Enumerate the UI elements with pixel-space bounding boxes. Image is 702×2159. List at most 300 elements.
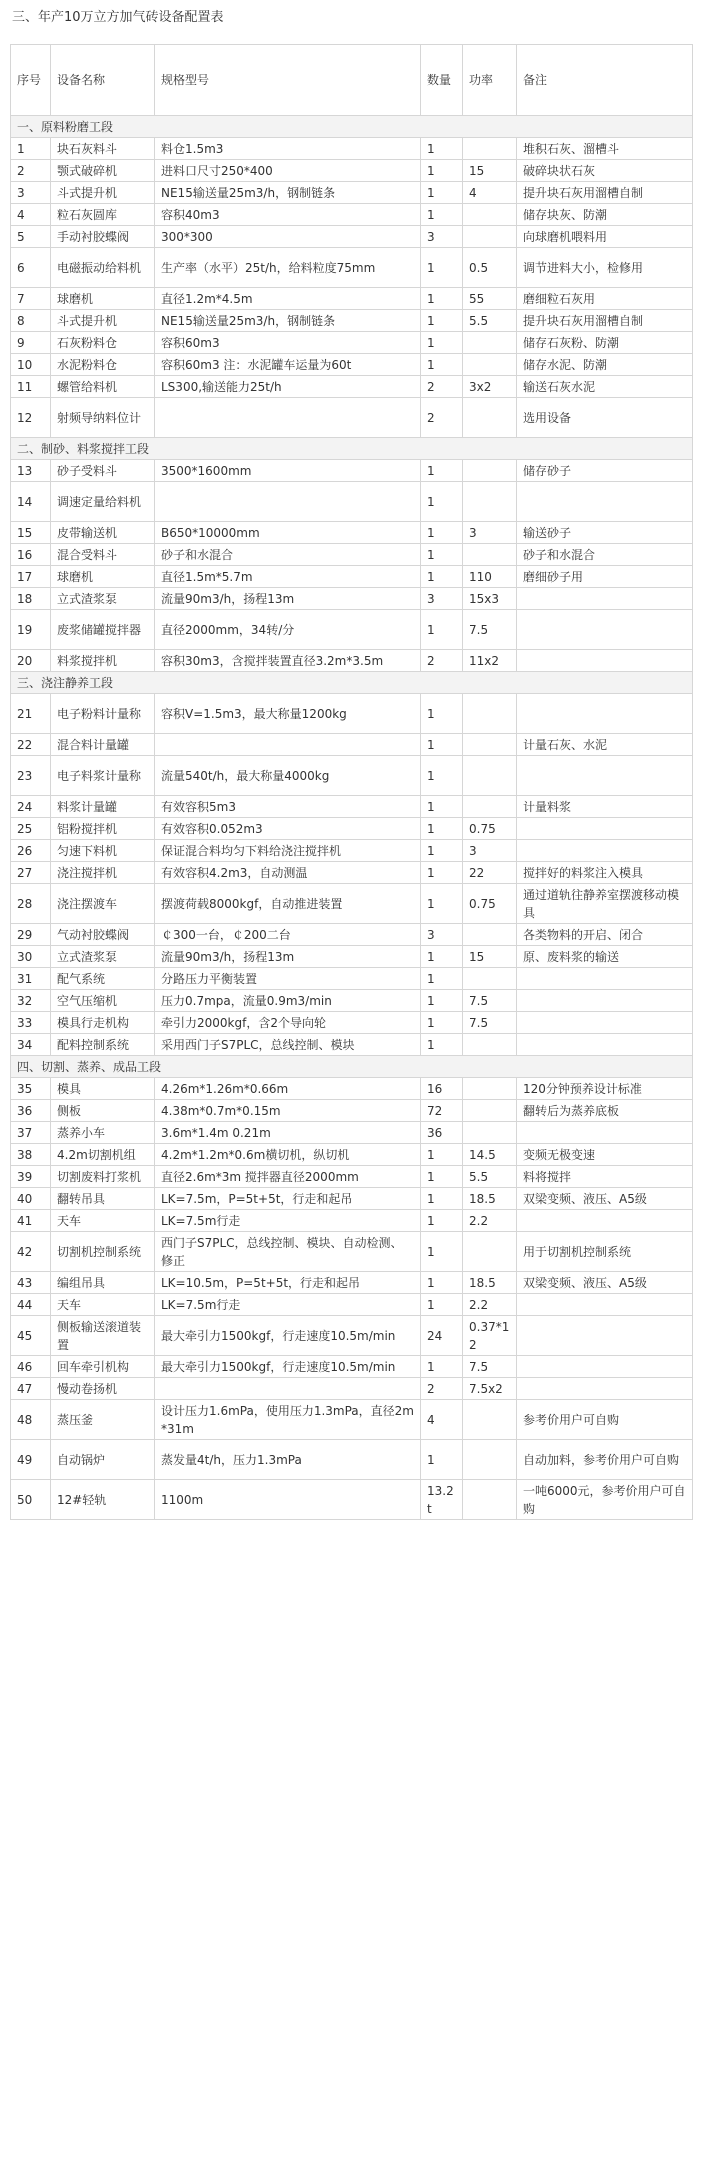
- cell-index: 4: [11, 204, 51, 226]
- cell-name: 电子粉料计量称: [51, 694, 155, 734]
- cell-power: [463, 204, 517, 226]
- cell-spec: 4.2m*1.2m*0.6m横切机，纵切机: [155, 1144, 421, 1166]
- cell-name: 球磨机: [51, 288, 155, 310]
- cell-spec: 有效容积0.052m3: [155, 818, 421, 840]
- cell-power: [463, 460, 517, 482]
- cell-note: 输送砂子: [517, 522, 693, 544]
- cell-quantity: 1: [421, 332, 463, 354]
- cell-index: 14: [11, 482, 51, 522]
- section-title: 三、浇注静养工段: [11, 672, 693, 694]
- cell-power: 5.5: [463, 310, 517, 332]
- cell-note: 储存石灰粉、防潮: [517, 332, 693, 354]
- table-row: [11, 482, 693, 522]
- cell-quantity: 72: [421, 1100, 463, 1122]
- cell-name: 蒸压釜: [51, 1400, 155, 1440]
- table-row: [11, 310, 693, 332]
- cell-power: 7.5: [463, 1356, 517, 1378]
- cell-quantity: 1: [421, 1034, 463, 1056]
- cell-spec: LK=7.5m，P=5t+5t，行走和起吊: [155, 1188, 421, 1210]
- cell-quantity: 2: [421, 650, 463, 672]
- cell-index: 35: [11, 1078, 51, 1100]
- cell-spec: 1100m: [155, 1480, 421, 1520]
- cell-index: 26: [11, 840, 51, 862]
- cell-index: 7: [11, 288, 51, 310]
- cell-note: 变频无极变速: [517, 1144, 693, 1166]
- cell-quantity: 1: [421, 946, 463, 968]
- table-row: [11, 924, 693, 946]
- section-title: 四、切割、蒸养、成品工段: [11, 1056, 693, 1078]
- table-row: [11, 1100, 693, 1122]
- cell-index: 46: [11, 1356, 51, 1378]
- table-row: [11, 332, 693, 354]
- header-note: 备注: [517, 45, 693, 116]
- header-spec: 规格型号: [155, 45, 421, 116]
- cell-name: 配气系统: [51, 968, 155, 990]
- cell-spec: 直径1.5m*5.7m: [155, 566, 421, 588]
- cell-quantity: 1: [421, 818, 463, 840]
- cell-spec: 容积60m3: [155, 332, 421, 354]
- cell-power: 15: [463, 946, 517, 968]
- cell-power: 3: [463, 840, 517, 862]
- cell-power: 22: [463, 862, 517, 884]
- table-row: [11, 610, 693, 650]
- cell-power: [463, 1034, 517, 1056]
- cell-spec: 砂子和水混合: [155, 544, 421, 566]
- cell-spec: 有效容积5m3: [155, 796, 421, 818]
- cell-spec: LK=10.5m，P=5t+5t，行走和起吊: [155, 1272, 421, 1294]
- cell-name: 立式渣浆泵: [51, 946, 155, 968]
- cell-power: [463, 796, 517, 818]
- cell-index: 18: [11, 588, 51, 610]
- cell-power: 3: [463, 522, 517, 544]
- table-row: [11, 288, 693, 310]
- cell-quantity: 1: [421, 1232, 463, 1272]
- cell-note: 双梁变频、液压、A5级: [517, 1188, 693, 1210]
- cell-index: 34: [11, 1034, 51, 1056]
- cell-note: [517, 482, 693, 522]
- cell-quantity: 1: [421, 1440, 463, 1480]
- cell-spec: 蒸发量4t/h，压力1.3mPa: [155, 1440, 421, 1480]
- cell-quantity: 1: [421, 204, 463, 226]
- cell-note: 储存块灰、防潮: [517, 204, 693, 226]
- cell-index: 40: [11, 1188, 51, 1210]
- table-row: [11, 1440, 693, 1480]
- table-row: [11, 1480, 693, 1520]
- cell-note: 选用设备: [517, 398, 693, 438]
- cell-power: 7.5: [463, 1012, 517, 1034]
- cell-power: [463, 1122, 517, 1144]
- cell-name: 斗式提升机: [51, 182, 155, 204]
- equipment-table: [10, 44, 693, 1520]
- cell-index: 45: [11, 1316, 51, 1356]
- cell-note: [517, 1378, 693, 1400]
- cell-note: [517, 588, 693, 610]
- cell-quantity: 1: [421, 1294, 463, 1316]
- cell-spec: 料仓1.5m3: [155, 138, 421, 160]
- cell-name: 回车牵引机构: [51, 1356, 155, 1378]
- cell-name: 模具: [51, 1078, 155, 1100]
- cell-note: [517, 990, 693, 1012]
- cell-index: 22: [11, 734, 51, 756]
- cell-name: 砂子受料斗: [51, 460, 155, 482]
- table-row: [11, 376, 693, 398]
- cell-power: [463, 482, 517, 522]
- cell-power: 55: [463, 288, 517, 310]
- cell-note: 搅拌好的料浆注入模具: [517, 862, 693, 884]
- cell-quantity: 1: [421, 796, 463, 818]
- cell-name: 浇注搅拌机: [51, 862, 155, 884]
- cell-quantity: 1: [421, 288, 463, 310]
- cell-note: [517, 694, 693, 734]
- cell-spec: 4.38m*0.7m*0.15m: [155, 1100, 421, 1122]
- cell-name: 料浆搅拌机: [51, 650, 155, 672]
- section-title: 一、原料粉磨工段: [11, 116, 693, 138]
- cell-name: 配料控制系统: [51, 1034, 155, 1056]
- cell-note: 计量石灰、水泥: [517, 734, 693, 756]
- table-header-row: [11, 45, 693, 116]
- section-title: 二、制砂、料浆搅拌工段: [11, 438, 693, 460]
- cell-spec: 有效容积4.2m3，自动测温: [155, 862, 421, 884]
- cell-index: 23: [11, 756, 51, 796]
- cell-name: 切割废料打浆机: [51, 1166, 155, 1188]
- cell-spec: 设计压力1.6mPa，使用压力1.3mPa，直径2m*31m: [155, 1400, 421, 1440]
- cell-spec: 直径2000mm，34转/分: [155, 610, 421, 650]
- cell-power: [463, 968, 517, 990]
- table-row: [11, 968, 693, 990]
- cell-index: 31: [11, 968, 51, 990]
- cell-power: 15: [463, 160, 517, 182]
- cell-quantity: 1: [421, 310, 463, 332]
- table-row: [11, 1210, 693, 1232]
- cell-spec: 压力0.7mpa，流量0.9m3/min: [155, 990, 421, 1012]
- cell-quantity: 1: [421, 610, 463, 650]
- cell-quantity: 1: [421, 566, 463, 588]
- cell-note: [517, 1210, 693, 1232]
- cell-index: 3: [11, 182, 51, 204]
- cell-power: 18.5: [463, 1188, 517, 1210]
- cell-name: 球磨机: [51, 566, 155, 588]
- cell-power: 18.5: [463, 1272, 517, 1294]
- table-row: [11, 1166, 693, 1188]
- cell-index: 15: [11, 522, 51, 544]
- cell-power: [463, 354, 517, 376]
- cell-index: 43: [11, 1272, 51, 1294]
- cell-name: 模具行走机构: [51, 1012, 155, 1034]
- table-row: [11, 1400, 693, 1440]
- cell-quantity: 24: [421, 1316, 463, 1356]
- cell-note: 储存砂子: [517, 460, 693, 482]
- cell-index: 20: [11, 650, 51, 672]
- cell-index: 41: [11, 1210, 51, 1232]
- cell-name: 螺管给料机: [51, 376, 155, 398]
- table-row: [11, 818, 693, 840]
- cell-name: 粒石灰圆库: [51, 204, 155, 226]
- table-row: [11, 544, 693, 566]
- cell-name: 4.2m切割机组: [51, 1144, 155, 1166]
- cell-spec: 3500*1600mm: [155, 460, 421, 482]
- cell-power: [463, 1480, 517, 1520]
- table-row: [11, 398, 693, 438]
- cell-note: [517, 756, 693, 796]
- cell-quantity: 1: [421, 182, 463, 204]
- cell-index: 38: [11, 1144, 51, 1166]
- cell-quantity: 1: [421, 544, 463, 566]
- cell-name: 天车: [51, 1294, 155, 1316]
- cell-quantity: 1: [421, 884, 463, 924]
- cell-spec: 分路压力平衡装置: [155, 968, 421, 990]
- cell-power: [463, 1078, 517, 1100]
- cell-name: 电子料浆计量称: [51, 756, 155, 796]
- cell-spec: 流量540t/h，最大称量4000kg: [155, 756, 421, 796]
- table-row: [11, 204, 693, 226]
- cell-name: 立式渣浆泵: [51, 588, 155, 610]
- cell-note: 向球磨机喂料用: [517, 226, 693, 248]
- cell-index: 8: [11, 310, 51, 332]
- cell-quantity: 13.2t: [421, 1480, 463, 1520]
- cell-note: 砂子和水混合: [517, 544, 693, 566]
- table-row: [11, 884, 693, 924]
- cell-quantity: 1: [421, 160, 463, 182]
- cell-note: [517, 840, 693, 862]
- table-row: [11, 1188, 693, 1210]
- cell-quantity: 1: [421, 990, 463, 1012]
- cell-index: 39: [11, 1166, 51, 1188]
- cell-note: [517, 1294, 693, 1316]
- cell-quantity: 1: [421, 1188, 463, 1210]
- cell-power: 7.5: [463, 610, 517, 650]
- cell-name: 切割机控制系统: [51, 1232, 155, 1272]
- cell-power: [463, 924, 517, 946]
- cell-name: 翻转吊具: [51, 1188, 155, 1210]
- cell-spec: 生产率（水平）25t/h，给料粒度75mm: [155, 248, 421, 288]
- cell-name: 块石灰料斗: [51, 138, 155, 160]
- section-row: [11, 116, 693, 138]
- cell-name: 混合受料斗: [51, 544, 155, 566]
- cell-name: 料浆计量罐: [51, 796, 155, 818]
- cell-name: 皮带输送机: [51, 522, 155, 544]
- cell-name: 石灰粉料仓: [51, 332, 155, 354]
- cell-index: 25: [11, 818, 51, 840]
- cell-spec: 最大牵引力1500kgf，行走速度10.5m/min: [155, 1356, 421, 1378]
- cell-note: 一吨6000元，参考价用户可自购: [517, 1480, 693, 1520]
- cell-power: 110: [463, 566, 517, 588]
- cell-name: 气动衬胶蝶阀: [51, 924, 155, 946]
- cell-quantity: 3: [421, 226, 463, 248]
- cell-quantity: 1: [421, 1210, 463, 1232]
- cell-index: 17: [11, 566, 51, 588]
- cell-note: 用于切割机控制系统: [517, 1232, 693, 1272]
- cell-spec: 容积40m3: [155, 204, 421, 226]
- cell-spec: 西门子S7PLC，总线控制、模块、自动检测、修正: [155, 1232, 421, 1272]
- cell-index: 19: [11, 610, 51, 650]
- cell-index: 36: [11, 1100, 51, 1122]
- cell-quantity: 1: [421, 1272, 463, 1294]
- cell-quantity: 1: [421, 248, 463, 288]
- cell-note: 120分钟预养设计标准: [517, 1078, 693, 1100]
- cell-spec: [155, 734, 421, 756]
- cell-power: 3x2: [463, 376, 517, 398]
- cell-spec: 4.26m*1.26m*0.66m: [155, 1078, 421, 1100]
- table-row: [11, 840, 693, 862]
- cell-note: 磨细粒石灰用: [517, 288, 693, 310]
- cell-note: [517, 1012, 693, 1034]
- table-row: [11, 1378, 693, 1400]
- cell-power: 0.75: [463, 884, 517, 924]
- cell-quantity: 2: [421, 376, 463, 398]
- cell-quantity: 1: [421, 968, 463, 990]
- cell-name: 混合料计量罐: [51, 734, 155, 756]
- cell-spec: NE15输送量25m3/h，钢制链条: [155, 310, 421, 332]
- cell-note: [517, 650, 693, 672]
- table-row: [11, 226, 693, 248]
- cell-note: 各类物料的开启、闭合: [517, 924, 693, 946]
- cell-quantity: 1: [421, 694, 463, 734]
- table-row: [11, 990, 693, 1012]
- cell-index: 9: [11, 332, 51, 354]
- table-row: [11, 734, 693, 756]
- cell-spec: LK=7.5m行走: [155, 1294, 421, 1316]
- cell-name: 电磁振动给料机: [51, 248, 155, 288]
- cell-note: 磨细砂子用: [517, 566, 693, 588]
- cell-note: [517, 1034, 693, 1056]
- cell-index: 5: [11, 226, 51, 248]
- cell-power: [463, 694, 517, 734]
- cell-index: 37: [11, 1122, 51, 1144]
- cell-quantity: 1: [421, 138, 463, 160]
- cell-power: [463, 1100, 517, 1122]
- cell-index: 48: [11, 1400, 51, 1440]
- header-name: 设备名称: [51, 45, 155, 116]
- table-row: [11, 756, 693, 796]
- cell-name: 水泥粉料仓: [51, 354, 155, 376]
- cell-index: 33: [11, 1012, 51, 1034]
- cell-power: [463, 226, 517, 248]
- cell-power: [463, 1400, 517, 1440]
- cell-index: 47: [11, 1378, 51, 1400]
- cell-index: 21: [11, 694, 51, 734]
- cell-note: 储存水泥、防潮: [517, 354, 693, 376]
- cell-quantity: 2: [421, 1378, 463, 1400]
- cell-index: 49: [11, 1440, 51, 1480]
- table-row: [11, 138, 693, 160]
- cell-quantity: 1: [421, 756, 463, 796]
- cell-power: [463, 332, 517, 354]
- cell-note: 原、废料浆的输送: [517, 946, 693, 968]
- cell-note: 通过道轨往静养室摆渡移动模具: [517, 884, 693, 924]
- table-row: [11, 1316, 693, 1356]
- cell-quantity: 1: [421, 522, 463, 544]
- cell-spec: LK=7.5m行走: [155, 1210, 421, 1232]
- cell-name: 侧板输送滚道装置: [51, 1316, 155, 1356]
- cell-quantity: 1: [421, 482, 463, 522]
- cell-note: [517, 1316, 693, 1356]
- cell-note: 自动加料，参考价用户可自购: [517, 1440, 693, 1480]
- cell-quantity: 1: [421, 840, 463, 862]
- cell-note: 堆积石灰、溜槽斗: [517, 138, 693, 160]
- cell-quantity: 3: [421, 588, 463, 610]
- table-row: [11, 1294, 693, 1316]
- cell-spec: 容积30m3，含搅拌装置直径3.2m*3.5m: [155, 650, 421, 672]
- cell-spec: 300*300: [155, 226, 421, 248]
- cell-quantity: 4: [421, 1400, 463, 1440]
- cell-name: 铝粉搅拌机: [51, 818, 155, 840]
- cell-power: 7.5x2: [463, 1378, 517, 1400]
- cell-power: [463, 734, 517, 756]
- cell-spec: [155, 1378, 421, 1400]
- cell-spec: [155, 482, 421, 522]
- cell-power: 5.5: [463, 1166, 517, 1188]
- cell-power: [463, 1440, 517, 1480]
- cell-name: 侧板: [51, 1100, 155, 1122]
- cell-power: [463, 398, 517, 438]
- cell-power: [463, 138, 517, 160]
- table-row: [11, 1122, 693, 1144]
- table-row: [11, 354, 693, 376]
- cell-power: 15x3: [463, 588, 517, 610]
- header-index: 序号: [11, 45, 51, 116]
- cell-power: 0.75: [463, 818, 517, 840]
- cell-name: 匀速下料机: [51, 840, 155, 862]
- cell-power: 4: [463, 182, 517, 204]
- cell-spec: 流量90m3/h，扬程13m: [155, 946, 421, 968]
- cell-spec: 摆渡荷载8000kgf，自动推进装置: [155, 884, 421, 924]
- cell-index: 27: [11, 862, 51, 884]
- table-row: [11, 182, 693, 204]
- cell-power: 7.5: [463, 990, 517, 1012]
- cell-name: 斗式提升机: [51, 310, 155, 332]
- cell-index: 32: [11, 990, 51, 1012]
- cell-name: 空气压缩机: [51, 990, 155, 1012]
- cell-index: 29: [11, 924, 51, 946]
- cell-index: 28: [11, 884, 51, 924]
- header-power: 功率: [463, 45, 517, 116]
- cell-name: 天车: [51, 1210, 155, 1232]
- section-row: [11, 1056, 693, 1078]
- cell-power: [463, 756, 517, 796]
- cell-spec: 牵引力2000kgf，含2个导向轮: [155, 1012, 421, 1034]
- cell-note: [517, 968, 693, 990]
- cell-index: 30: [11, 946, 51, 968]
- table-row: [11, 522, 693, 544]
- cell-quantity: 1: [421, 1166, 463, 1188]
- cell-note: [517, 610, 693, 650]
- cell-index: 42: [11, 1232, 51, 1272]
- cell-name: 手动衬胶蝶阀: [51, 226, 155, 248]
- table-row: [11, 460, 693, 482]
- table-body: [11, 116, 693, 1520]
- cell-note: 料将搅拌: [517, 1166, 693, 1188]
- cell-spec: 容积60m3 注：水泥罐车运量为60t: [155, 354, 421, 376]
- table-row: [11, 160, 693, 182]
- cell-index: 11: [11, 376, 51, 398]
- cell-index: 16: [11, 544, 51, 566]
- cell-note: [517, 1122, 693, 1144]
- table-row: [11, 650, 693, 672]
- cell-name: 自动锅炉: [51, 1440, 155, 1480]
- cell-power: [463, 1232, 517, 1272]
- table-row: [11, 1232, 693, 1272]
- cell-quantity: 2: [421, 398, 463, 438]
- cell-index: 1: [11, 138, 51, 160]
- cell-quantity: 1: [421, 1356, 463, 1378]
- cell-note: 翻转后为蒸养底板: [517, 1100, 693, 1122]
- cell-name: 颚式破碎机: [51, 160, 155, 182]
- cell-quantity: 36: [421, 1122, 463, 1144]
- cell-note: 破碎块状石灰: [517, 160, 693, 182]
- table-row: [11, 1034, 693, 1056]
- cell-name: 调速定量给料机: [51, 482, 155, 522]
- cell-quantity: 3: [421, 924, 463, 946]
